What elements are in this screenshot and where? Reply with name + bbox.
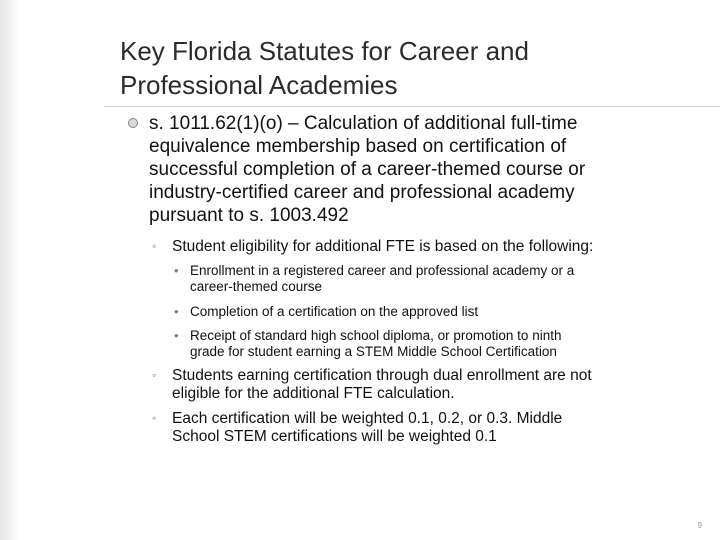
main-bullet-line-5: pursuant to s. 1003.492: [149, 205, 349, 226]
main-bullet-line-2: equivalence membership based on certification of: [149, 136, 567, 157]
third-level-1-text: [190, 263, 710, 295]
sub-bullet-marker-2: ◦: [152, 368, 157, 382]
third-level-3-line-1: Receipt of standard high school diploma, or promotion to ninth: [190, 328, 562, 343]
third-level-marker-3: •: [174, 328, 179, 343]
title-divider: [104, 106, 720, 107]
slide-title-line-1: Key Florida Statutes for Career and: [120, 36, 529, 66]
slide-title-line-2: Professional Academies: [120, 70, 398, 100]
third-level-3-line-2: grade for student earning a STEM Middle School Certification: [190, 344, 557, 359]
sub-bullet-2-line-1: Students earning certification through dual enrollment are not: [172, 367, 592, 384]
sub-bullet-3-line-1: Each certification will be weighted 0.1, 0.2, or 0.3. Middle: [172, 410, 563, 427]
sub-bullet-3-line-2: School STEM certifications will be weighted 0.1: [172, 428, 497, 445]
third-level-1-line-2: career-themed course: [190, 279, 323, 294]
main-bullet-text: [149, 112, 689, 227]
third-level-marker-2: •: [174, 304, 179, 319]
sub-bullet-1-line-1: Student eligibility for additional FTE is based on the following:: [172, 238, 594, 255]
sub-bullet-2-text: [172, 367, 712, 403]
main-bullet-line-3: successful completion of a career-themed course or: [149, 159, 586, 180]
third-level-2-line-1: Completion of a certification on the approved list: [190, 304, 479, 319]
left-rail: [0, 0, 20, 540]
slide-title: [120, 34, 680, 102]
sub-bullet-1-text: [172, 238, 712, 256]
page-number: 9: [697, 521, 702, 530]
sub-bullet-3-text: [172, 410, 712, 446]
third-level-marker-1: •: [174, 263, 179, 278]
main-bullet-marker: [128, 118, 138, 128]
third-level-1-line-1: Enrollment in a registered career and professional academy or a: [190, 263, 575, 278]
third-level-3-text: [190, 328, 710, 360]
sub-bullet-marker-3: ◦: [152, 411, 157, 425]
sub-bullet-marker-1: ◦: [152, 239, 157, 253]
main-bullet-line-4: industry-certified career and professional academy: [149, 182, 575, 203]
sub-bullet-2-line-2: eligible for the additional FTE calculation.: [172, 385, 455, 402]
main-bullet-line-1: s. 1011.62(1)(o) – Calculation of additional full-time: [149, 113, 578, 134]
third-level-2-text: [190, 304, 710, 320]
